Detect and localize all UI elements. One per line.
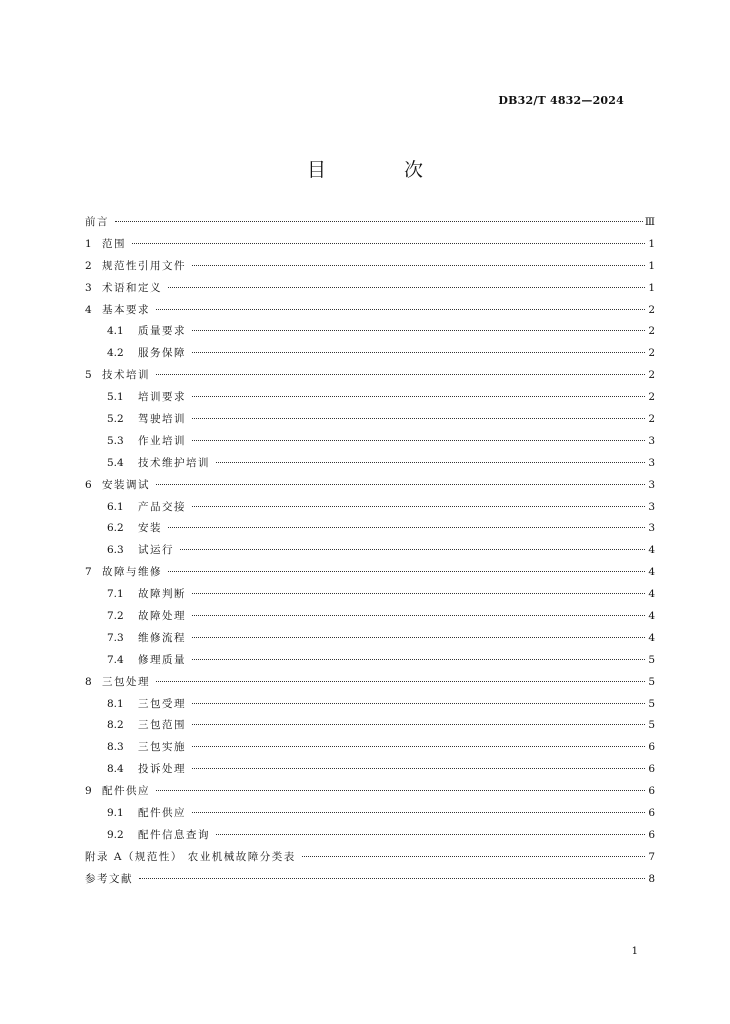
toc-entry-label: 范围 xyxy=(102,237,126,250)
toc-entry-page: 1 xyxy=(648,281,655,294)
toc-entry-page: Ⅲ xyxy=(644,216,655,228)
toc-entry-page: 3 xyxy=(648,500,655,513)
toc-entry-label: 配件信息查询 xyxy=(138,828,210,841)
toc-dot-leader xyxy=(192,264,645,266)
toc-entry[interactable] xyxy=(85,737,655,759)
toc-entry-number: 7 xyxy=(85,566,92,579)
toc-dot-leader xyxy=(156,308,645,310)
toc-entry[interactable] xyxy=(85,475,655,497)
toc-entry-label: 配件供应 xyxy=(102,785,150,798)
toc-dot-leader xyxy=(192,767,645,769)
toc-entry-page: 2 xyxy=(648,391,655,404)
toc-entry-page: 6 xyxy=(648,828,655,841)
toc-entry-number: 6.1 xyxy=(107,500,124,513)
toc-dot-leader xyxy=(132,242,645,244)
toc-entry-number: 8.3 xyxy=(107,741,124,754)
toc-entry-label: 参考文献 xyxy=(85,872,133,885)
toc-entry[interactable] xyxy=(85,497,655,519)
toc-entry-page: 2 xyxy=(648,325,655,338)
toc-entry-number: 5 xyxy=(85,369,92,382)
toc-entry-page: 3 xyxy=(648,434,655,447)
toc-entry[interactable] xyxy=(85,803,655,825)
toc-entry-label: 三包处理 xyxy=(102,675,150,688)
toc-entry[interactable] xyxy=(85,759,655,781)
toc-entry-number: 5.1 xyxy=(107,391,124,404)
toc-dot-leader xyxy=(192,614,645,616)
toc-entry-page: 2 xyxy=(648,369,655,382)
toc-entry-label: 故障判断 xyxy=(138,588,186,601)
toc-entry-page: 1 xyxy=(648,237,655,250)
toc-entry[interactable] xyxy=(85,650,655,672)
toc-entry[interactable] xyxy=(85,387,655,409)
toc-entry-label: 试运行 xyxy=(138,544,174,557)
toc-entry[interactable] xyxy=(85,409,655,431)
toc-entry[interactable] xyxy=(85,869,655,891)
toc-entry-number: 8.4 xyxy=(107,763,124,776)
toc-entry-label: 基本要求 xyxy=(102,303,150,316)
toc-entry-page: 5 xyxy=(648,719,655,732)
toc-entry-label: 安装调试 xyxy=(102,478,150,491)
toc-dot-leader xyxy=(192,351,645,353)
toc-entry[interactable] xyxy=(85,321,655,343)
page-title: 目 次 xyxy=(306,159,460,181)
toc-dot-leader xyxy=(192,811,645,813)
toc-entry-page: 5 xyxy=(648,697,655,710)
toc-dot-leader xyxy=(192,505,645,507)
toc-dot-leader xyxy=(192,417,645,419)
page-number: 1 xyxy=(631,946,638,957)
toc-entry-number: 8.1 xyxy=(107,697,124,710)
toc-entry-label: 故障与维修 xyxy=(102,566,162,579)
toc-entry-label: 技术培训 xyxy=(102,369,150,382)
toc-entry-page: 1 xyxy=(648,259,655,272)
toc-entry[interactable] xyxy=(85,234,655,256)
toc-entry[interactable] xyxy=(85,781,655,803)
toc-entry-number: 3 xyxy=(85,281,92,294)
toc-entry[interactable] xyxy=(85,518,655,540)
toc-entry-number: 5.3 xyxy=(107,434,124,447)
toc-entry-number: 1 xyxy=(85,237,92,250)
toc-entry[interactable] xyxy=(85,562,655,584)
toc-entry[interactable] xyxy=(85,343,655,365)
toc-entry[interactable] xyxy=(85,715,655,737)
toc-dot-leader xyxy=(192,395,645,397)
toc-entry[interactable] xyxy=(85,672,655,694)
toc-entry-number: 9 xyxy=(85,785,92,798)
toc-entry-page: 4 xyxy=(648,544,655,557)
toc-entry-label: 附录 A（规范性） 农业机械故障分类表 xyxy=(85,850,296,863)
toc-entry-page: 6 xyxy=(648,785,655,798)
toc-entry-page: 5 xyxy=(648,653,655,666)
toc-dot-leader xyxy=(192,723,645,725)
toc-entry-label: 培训要求 xyxy=(138,391,186,404)
toc-entry[interactable] xyxy=(85,278,655,300)
toc-entry-number: 5.4 xyxy=(107,456,124,469)
toc-entry-label: 投诉处理 xyxy=(138,763,186,776)
toc-dot-leader xyxy=(192,439,645,441)
toc-entry-page: 4 xyxy=(648,610,655,623)
toc-dot-leader xyxy=(216,833,645,835)
toc-entry-label: 前言 xyxy=(85,216,109,228)
toc-entry[interactable] xyxy=(85,256,655,278)
toc-entry-number: 7.4 xyxy=(107,653,124,666)
toc-entry-label: 作业培训 xyxy=(138,434,186,447)
toc-dot-leader xyxy=(168,286,645,288)
toc-entry-label: 质量要求 xyxy=(138,325,186,338)
toc-entry-page: 4 xyxy=(648,566,655,579)
toc-entry-page: 3 xyxy=(648,456,655,469)
toc-entry-label: 三包范围 xyxy=(138,719,186,732)
toc-dot-leader xyxy=(192,636,645,638)
toc-entry-page: 6 xyxy=(648,807,655,820)
toc-entry-page: 6 xyxy=(648,741,655,754)
document-code: DB32/T 4832—2024 xyxy=(498,94,624,107)
toc-entry-page: 8 xyxy=(648,872,655,885)
toc-entry-number: 4.1 xyxy=(107,325,124,338)
toc-entry-page: 3 xyxy=(648,478,655,491)
table-of-contents xyxy=(85,212,655,891)
toc-dot-leader xyxy=(156,373,645,375)
toc-dot-leader xyxy=(302,855,645,857)
toc-entry[interactable] xyxy=(85,540,655,562)
toc-dot-leader xyxy=(192,745,645,747)
toc-entry-number: 4.2 xyxy=(107,347,124,360)
toc-entry-page: 5 xyxy=(648,675,655,688)
toc-dot-leader xyxy=(192,329,645,331)
toc-entry-page: 2 xyxy=(648,347,655,360)
toc-dot-leader xyxy=(216,461,645,463)
toc-entry-number: 4 xyxy=(85,303,92,316)
toc-dot-leader xyxy=(156,789,645,791)
toc-entry-label: 维修流程 xyxy=(138,631,186,644)
toc-entry-label: 产品交接 xyxy=(138,500,186,513)
toc-entry-number: 6.3 xyxy=(107,544,124,557)
toc-entry-label: 服务保障 xyxy=(138,347,186,360)
toc-entry-page: 2 xyxy=(648,303,655,316)
toc-entry-label: 故障处理 xyxy=(138,610,186,623)
toc-dot-leader xyxy=(192,702,645,704)
toc-dot-leader xyxy=(192,658,645,660)
toc-dot-leader xyxy=(168,526,645,528)
toc-entry-label: 三包受理 xyxy=(138,697,186,710)
toc-entry[interactable] xyxy=(85,453,655,475)
toc-entry[interactable] xyxy=(85,825,655,847)
toc-entry[interactable] xyxy=(85,628,655,650)
toc-entry-label: 配件供应 xyxy=(138,807,186,820)
toc-entry-page: 7 xyxy=(648,850,655,863)
toc-entry[interactable] xyxy=(85,300,655,322)
toc-dot-leader xyxy=(192,592,645,594)
toc-dot-leader xyxy=(180,548,645,550)
toc-entry-label: 驾驶培训 xyxy=(138,413,186,426)
toc-entry-label: 三包实施 xyxy=(138,741,186,754)
toc-entry-page: 2 xyxy=(648,413,655,426)
toc-entry-label: 安装 xyxy=(138,522,162,535)
toc-entry-page: 4 xyxy=(648,588,655,601)
toc-entry-number: 7.2 xyxy=(107,610,124,623)
toc-entry-number: 8 xyxy=(85,675,92,688)
toc-entry-page: 3 xyxy=(648,522,655,535)
toc-entry-number: 2 xyxy=(85,259,92,272)
toc-entry-number: 5.2 xyxy=(107,413,124,426)
toc-entry[interactable] xyxy=(85,584,655,606)
toc-entry-number: 6.2 xyxy=(107,522,124,535)
toc-entry-label: 技术维护培训 xyxy=(138,456,210,469)
toc-dot-leader xyxy=(168,570,645,572)
toc-entry-number: 8.2 xyxy=(107,719,124,732)
toc-entry-number: 7.3 xyxy=(107,631,124,644)
toc-entry[interactable] xyxy=(85,431,655,453)
toc-dot-leader xyxy=(115,220,643,222)
toc-entry-page: 4 xyxy=(648,631,655,644)
toc-entry-label: 修理质量 xyxy=(138,653,186,666)
toc-entry[interactable] xyxy=(85,606,655,628)
toc-entry-number: 9.1 xyxy=(107,807,124,820)
toc-entry-label: 术语和定义 xyxy=(102,281,162,294)
toc-entry[interactable] xyxy=(85,694,655,716)
toc-entry-number: 7.1 xyxy=(107,588,124,601)
toc-entry-number: 6 xyxy=(85,478,92,491)
toc-entry-label: 规范性引用文件 xyxy=(102,259,186,272)
toc-entry[interactable] xyxy=(85,365,655,387)
toc-dot-leader xyxy=(139,877,645,879)
toc-entry-number: 9.2 xyxy=(107,828,124,841)
toc-entry-page: 6 xyxy=(648,763,655,776)
toc-entry[interactable] xyxy=(85,212,655,234)
toc-entry[interactable] xyxy=(85,847,655,869)
toc-dot-leader xyxy=(156,680,645,682)
toc-dot-leader xyxy=(156,483,645,485)
